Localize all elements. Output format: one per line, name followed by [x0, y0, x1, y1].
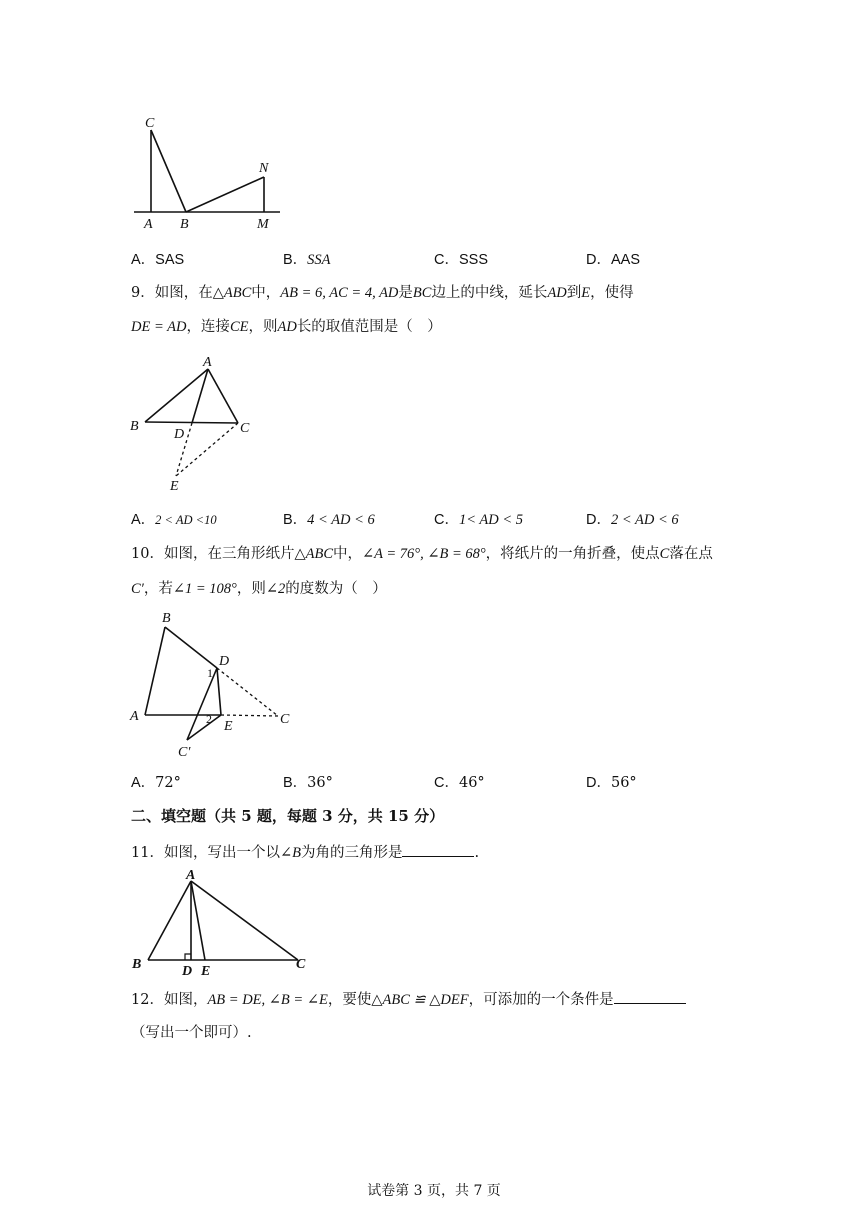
- q11-segment-ac: [191, 881, 298, 960]
- question-number: 11．: [131, 845, 164, 861]
- q11-label-b: B: [132, 957, 142, 972]
- q11-figure: [128, 866, 318, 978]
- option-letter: A．: [131, 252, 156, 268]
- text: ，则: [248, 319, 278, 335]
- section-heading-fill-in: 二、填空题（共 5 题，每题 3 分，共 15 分）: [131, 807, 445, 825]
- q9-option-a[interactable]: [131, 510, 217, 530]
- text: 中，: [333, 546, 362, 562]
- math: ∠1 = 108°: [172, 581, 237, 597]
- q10-question-line2: [131, 579, 387, 599]
- q9-label-e: E: [170, 479, 179, 494]
- text: ，可添加的一个条件是: [468, 992, 614, 1008]
- q11-segment-ae: [191, 881, 205, 960]
- q9-segment-ad: [192, 369, 208, 423]
- text: 如图，: [163, 992, 208, 1008]
- q10-option-b[interactable]: [283, 773, 333, 793]
- text: .: [474, 845, 480, 861]
- math: △ABC: [212, 285, 252, 301]
- q12-answer-blank[interactable]: [614, 989, 686, 1004]
- q9-segment-ba: [145, 369, 208, 422]
- q8-option-a[interactable]: [131, 250, 184, 270]
- option-text: SSA: [307, 252, 331, 268]
- q11-right-angle-mark: [185, 954, 191, 960]
- option-text: 2 < AD <10: [155, 513, 217, 527]
- q10-label-a: A: [130, 709, 139, 724]
- option-letter: C．: [434, 512, 459, 528]
- math: AD: [547, 285, 567, 301]
- math: E: [581, 285, 591, 301]
- option-letter: D．: [586, 252, 611, 268]
- question-number: 10．: [131, 546, 164, 562]
- q10-label-angle2: 2: [206, 712, 212, 726]
- q10-label-angle1: 1: [207, 666, 213, 680]
- q10-segment-ab: [145, 627, 165, 715]
- q12-question-line1: [131, 989, 686, 1010]
- option-text: 36°: [307, 775, 333, 791]
- q10-segment-ec-dashed: [221, 715, 278, 716]
- option-text: SSS: [458, 252, 488, 268]
- text: 如图，在三角形纸片: [163, 546, 295, 562]
- text: 如图，写出一个以: [163, 845, 280, 861]
- q12-question-line2: （写出一个即可）.: [131, 1025, 252, 1041]
- q11-label-c: C: [296, 957, 306, 972]
- q8-segment-cb: [151, 130, 186, 212]
- q10-label-c-prime: C′: [178, 745, 191, 760]
- question-number: 12．: [131, 992, 164, 1008]
- q11-answer-blank[interactable]: [402, 842, 474, 857]
- q9-figure: [128, 352, 268, 497]
- q9-label-d: D: [174, 427, 185, 442]
- q8-label-a: A: [144, 217, 153, 232]
- text: ，则: [236, 581, 266, 597]
- text: 中，: [251, 285, 281, 301]
- q8-label-m: M: [257, 217, 269, 232]
- math: AD: [277, 319, 297, 335]
- q10-option-d[interactable]: [586, 773, 637, 793]
- option-letter: B．: [283, 512, 308, 528]
- question-number: 9．: [131, 285, 155, 301]
- q10-option-c[interactable]: [434, 773, 485, 793]
- q9-option-d[interactable]: [586, 510, 679, 530]
- text: 落在点: [669, 546, 713, 562]
- page-footer: 试卷第 3 页，共 7 页: [367, 1183, 501, 1199]
- text: 到: [566, 285, 582, 301]
- option-letter: B．: [283, 775, 308, 791]
- math: ∠B: [279, 845, 301, 861]
- q8-option-b[interactable]: [283, 250, 331, 270]
- q9-option-c[interactable]: [434, 510, 523, 530]
- q10-segment-dc-dashed: [217, 668, 278, 716]
- q10-label-c: C: [280, 712, 290, 727]
- option-letter: C．: [434, 775, 459, 791]
- q10-question-line1: [131, 544, 713, 564]
- q9-label-b: B: [130, 419, 139, 434]
- q11-segment-ba: [148, 881, 191, 960]
- q9-segment-ce: [176, 423, 238, 476]
- option-text: 56°: [610, 775, 637, 791]
- option-letter: A．: [131, 775, 156, 791]
- text: 长的取值范围是（ ）: [296, 319, 442, 335]
- option-text: 4 < AD < 6: [307, 512, 375, 528]
- option-text: 2 < AD < 6: [610, 512, 679, 528]
- text: 的度数为（ ）: [285, 581, 387, 597]
- text: ，要使: [327, 992, 372, 1008]
- q10-label-d: D: [219, 654, 230, 669]
- q10-label-b: B: [162, 611, 171, 626]
- q8-label-c: C: [145, 116, 155, 131]
- q10-option-a[interactable]: [131, 773, 181, 793]
- math: BC: [412, 285, 432, 301]
- q9-segment-ac: [208, 369, 238, 423]
- option-letter: C．: [434, 252, 459, 268]
- q11-label-e: E: [201, 964, 211, 978]
- math: △ABC: [294, 546, 333, 562]
- math: C: [659, 546, 670, 562]
- option-text: 72°: [155, 775, 181, 791]
- option-letter: A．: [131, 512, 156, 528]
- q11-question: [131, 842, 479, 863]
- q8-figure: [128, 112, 288, 232]
- option-letter: D．: [586, 775, 611, 791]
- q11-label-a: A: [186, 868, 196, 883]
- math: CE: [229, 319, 249, 335]
- math: AB = DE, ∠B = ∠E: [207, 992, 328, 1008]
- text: ，将纸片的一角折叠，使点: [485, 546, 660, 562]
- q10-label-e: E: [224, 719, 233, 734]
- q9-question-line2: [131, 317, 442, 337]
- option-text: 46°: [458, 775, 485, 791]
- q11-label-d: D: [182, 964, 193, 978]
- option-letter: D．: [586, 512, 611, 528]
- q8-label-n: N: [259, 161, 269, 176]
- text: 是: [398, 285, 413, 301]
- option-text: AAS: [610, 252, 640, 268]
- text: 如图，在: [154, 285, 213, 301]
- q10-figure: [128, 608, 298, 768]
- math: DE = AD: [131, 319, 187, 335]
- option-text: 1< AD < 5: [458, 512, 523, 528]
- q8-option-d[interactable]: [586, 250, 640, 270]
- q8-option-c[interactable]: [434, 250, 488, 270]
- math: △ABC ≌ △DEF: [371, 992, 469, 1008]
- math: ∠2: [265, 581, 286, 597]
- math: AB = 6, AC = 4, AD: [280, 285, 399, 301]
- option-letter: B．: [283, 252, 308, 268]
- text: ，连接: [186, 319, 230, 335]
- math: ∠A = 76°, ∠B = 68°: [362, 546, 486, 562]
- q10-segment-de: [217, 668, 221, 715]
- q9-option-b[interactable]: [283, 510, 375, 530]
- text: ，若: [143, 581, 173, 597]
- q9-label-c: C: [240, 421, 250, 436]
- q9-label-a: A: [203, 355, 212, 370]
- math: C′: [131, 581, 144, 597]
- text: 为角的三角形是: [300, 845, 403, 861]
- q8-label-b: B: [180, 217, 189, 232]
- q10-segment-bd: [165, 627, 217, 668]
- q8-segment-bn: [186, 177, 264, 212]
- text: ，使得: [590, 285, 634, 301]
- option-text: SAS: [155, 252, 185, 268]
- text: 边上的中线，延长: [431, 285, 548, 301]
- q9-question-line1: [131, 283, 634, 303]
